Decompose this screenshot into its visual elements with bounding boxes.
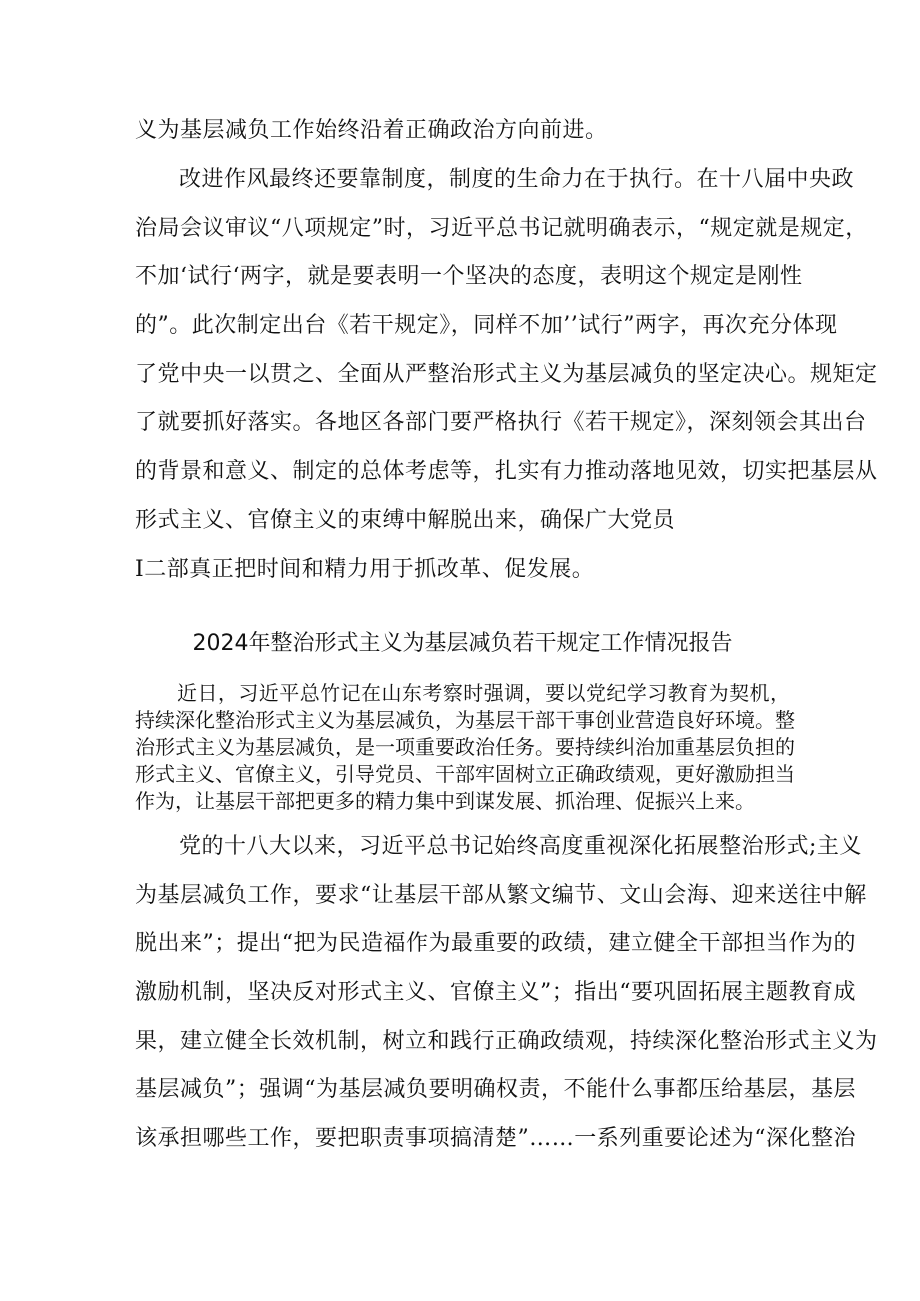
- paragraph-line: 基层减负”；强调“为基层减负要明确权责，不能什么事都压给基层，基层: [135, 1077, 856, 1102]
- paragraph-line: 该承担哪些工作，要把职责事项搞清楚”……一系列重要论述为“深化整治: [135, 1126, 856, 1151]
- paragraph-line: 形式主义、官僚主义的束缚中解脱出来，确保广大党员: [135, 508, 676, 533]
- paragraph-line: 治形式主义为基层减负，是一项重要政治任务。要持续纠治加重基层负担的: [135, 735, 795, 759]
- paragraph-line: 治局会议审议“八项规定”时，习近平总书记就明确表示，“规定就是规定，: [135, 216, 868, 241]
- paragraph-line: 激励机制，坚决反对形式主义、官僚主义”；指出“要巩固拓展主题教育成: [135, 980, 856, 1005]
- report-heading: 2024年整治形式主义为基层减负若干规定工作情况报告: [192, 631, 733, 656]
- paragraph-line: 持续深化整治形式主义为基层减负，为基层干部干事创业营造良好环境。整: [135, 708, 795, 732]
- paragraph-line: 不加‘试行‘两字，就是要表明一个坚决的态度，表明这个规定是刚性: [135, 264, 803, 289]
- paragraph-line: 脱出来”；提出“把为民造福作为最重要的政绩，建立健全干部担当作为的: [135, 931, 856, 956]
- paragraph-line: 改进作风最终还要靠制度，制度的生命力在于执行。在十八届中央政: [179, 167, 855, 192]
- paragraph-line: 作为，让基层干部把更多的精力集中到谋发展、抓治理、促振兴上来。: [135, 789, 755, 813]
- paragraph-line: 形式主义、官僚主义，引导党员、干部牢固树立正确政绩观，更好激励担当: [135, 762, 795, 786]
- paragraph-line: 了就要抓好落实。各地区各部门要严格执行《若干规定》，深刻领会其出台: [135, 410, 867, 435]
- paragraph-line: 近日，习近平总竹记在山东考察时强调，要以党纪学习教育为契机，: [177, 681, 790, 705]
- paragraph-line: 了党中央一以贯之、全面从严整治形式主义为基层减负的坚定决心。规矩定: [135, 362, 878, 387]
- paragraph-line: 的背景和意义、制定的总体考虑等，扎实有力推动落地见效，切实把基层从: [135, 459, 878, 484]
- paragraph-line: I二部真正把时间和精力用于抓改革、促发展。: [135, 557, 595, 582]
- paragraph-line: 义为基层减负工作始终沿着正确政治方向前进。: [135, 118, 608, 143]
- paragraph-line: 党的十八大以来，习近平总书记始终高度重视深化拓展整治形式;主义: [179, 834, 862, 859]
- paragraph-line: 为基层减负工作，要求“让基层干部从繁文编节、文山会海、迎来送往中解: [135, 883, 867, 908]
- paragraph-line: 的”。此次制定出台《若干规定》，同样不加’’试行”两字，再次充分体现: [135, 313, 838, 338]
- paragraph-line: 果，建立健全长效机制，树立和践行正确政绩观，持续深化整治形式主义为: [135, 1029, 878, 1054]
